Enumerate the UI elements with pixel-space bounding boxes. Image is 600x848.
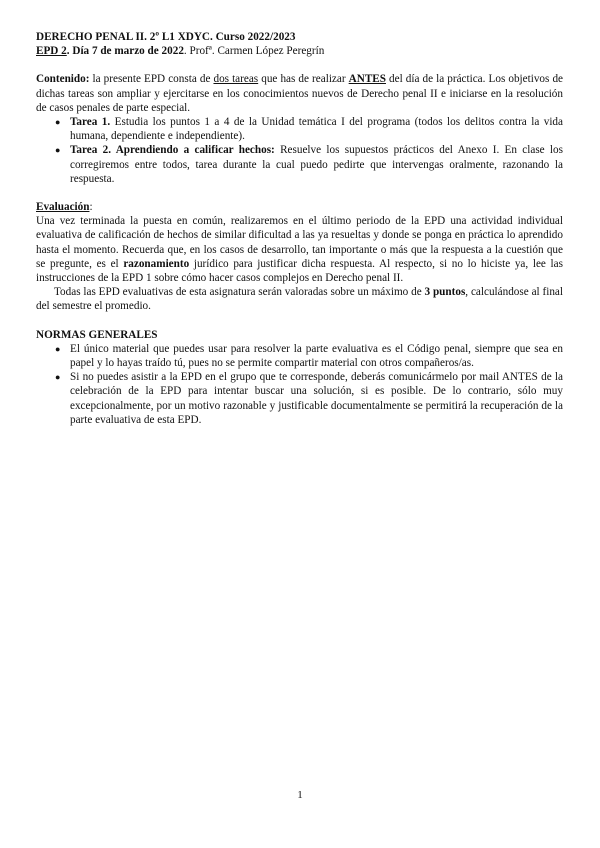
evaluacion-paragraph-1: Una vez terminada la puesta en común, realizaremos en el último periodo de la EPD una actividad individual evaluativa de calificación de hechos de similar dificultad a las ya resueltas y donde se ponga en práctica lo aprendido hasta el momento. Recuerda que, en los casos de desarrollo, tan importante o más que la respuesta a la cuestión que se pregunte, es el razonamiento jurídico para justificar dicha respuesta. Al respecto, si no lo hiciste ya, lee las instrucciones de la EPD 1 sobre cómo hacer casos complejos en Derecho penal II. xyxy=(36,215,563,285)
bullet-icon: ● xyxy=(55,145,61,156)
contenido-label: Contenido: xyxy=(36,73,90,86)
epd-label: EPD 2 xyxy=(36,45,67,58)
epd-date: . Día 7 de marzo de 2022 xyxy=(66,45,184,58)
list-item: ● Si no puedes asistir a la EPD en el grupo que te corresponde, deberás comunicármelo por mail ANTES de la celebración de la EPD para intentar buscar una solución, si es posible. De lo contrario, sólo muy excepcionalmente, por un motivo razonable y justificable documentalmente se permitirá la recuperación de la parte evaluativa de esta EPD. xyxy=(55,371,563,426)
razonamiento-emphasis: razonamiento xyxy=(123,257,190,270)
evaluacion-heading: Evaluación: xyxy=(36,201,93,214)
document-page xyxy=(36,30,563,427)
bullet-icon: ● xyxy=(55,343,61,354)
list-item: ● Tarea 2. Aprendiendo a calificar hechos: Resuelve los supuestos prácticos del Anexo I. En clase los corregiremos entre todos, tarea durante la cual puedo pedirte que intervengas oralmente, razonando la respuesta. xyxy=(55,144,563,185)
task-list xyxy=(36,115,563,186)
page-number: 1 xyxy=(297,789,303,801)
list-item: ● El único material que puedes usar para resolver la parte evaluativa es el Código penal, siempre que sea en papel y lo hayas traído tú, pues no se permite compartir material con otros compañeros/as. xyxy=(55,342,563,370)
normas-heading: NORMAS GENERALES xyxy=(36,328,158,341)
course-title: DERECHO PENAL II. 2º L1 XDYC. Curso 2022/2023 xyxy=(36,31,296,43)
professor-name: . Profª. Carmen López Peregrín xyxy=(183,45,325,58)
normas-list xyxy=(36,342,563,427)
epd-line xyxy=(36,44,563,58)
task-1-title: Tarea 1. xyxy=(70,116,111,129)
bullet-icon: ● xyxy=(55,117,61,128)
contenido-paragraph: Contenido: la presente EPD consta de dos tareas que has de realizar ANTES del día de la práctica. Los objetivos de dichas tareas son ampliar y ejercitarse en los conocimientos nuevos de Derecho penal II e iniciarse en la resolución de casos penales de parte especial. xyxy=(36,73,563,114)
task-2-title: Tarea 2. Aprendiendo a calificar hechos: xyxy=(70,144,275,157)
antes-emphasis: ANTES xyxy=(348,73,386,86)
evaluacion-paragraph-2: Todas las EPD evaluativas de esta asignatura serán valoradas sobre un máximo de 3 puntos, calculándose al final del semestre el promedio. xyxy=(36,286,563,313)
list-item: ● Tarea 1. Estudia los puntos 1 a 4 de la Unidad temática I del programa (todos los delitos contra la vida humana, dependiente e independiente). xyxy=(55,116,563,143)
two-tasks-underlined: dos tareas xyxy=(213,73,259,86)
bullet-icon: ● xyxy=(55,372,61,383)
tres-puntos-emphasis: 3 puntos xyxy=(424,286,466,299)
